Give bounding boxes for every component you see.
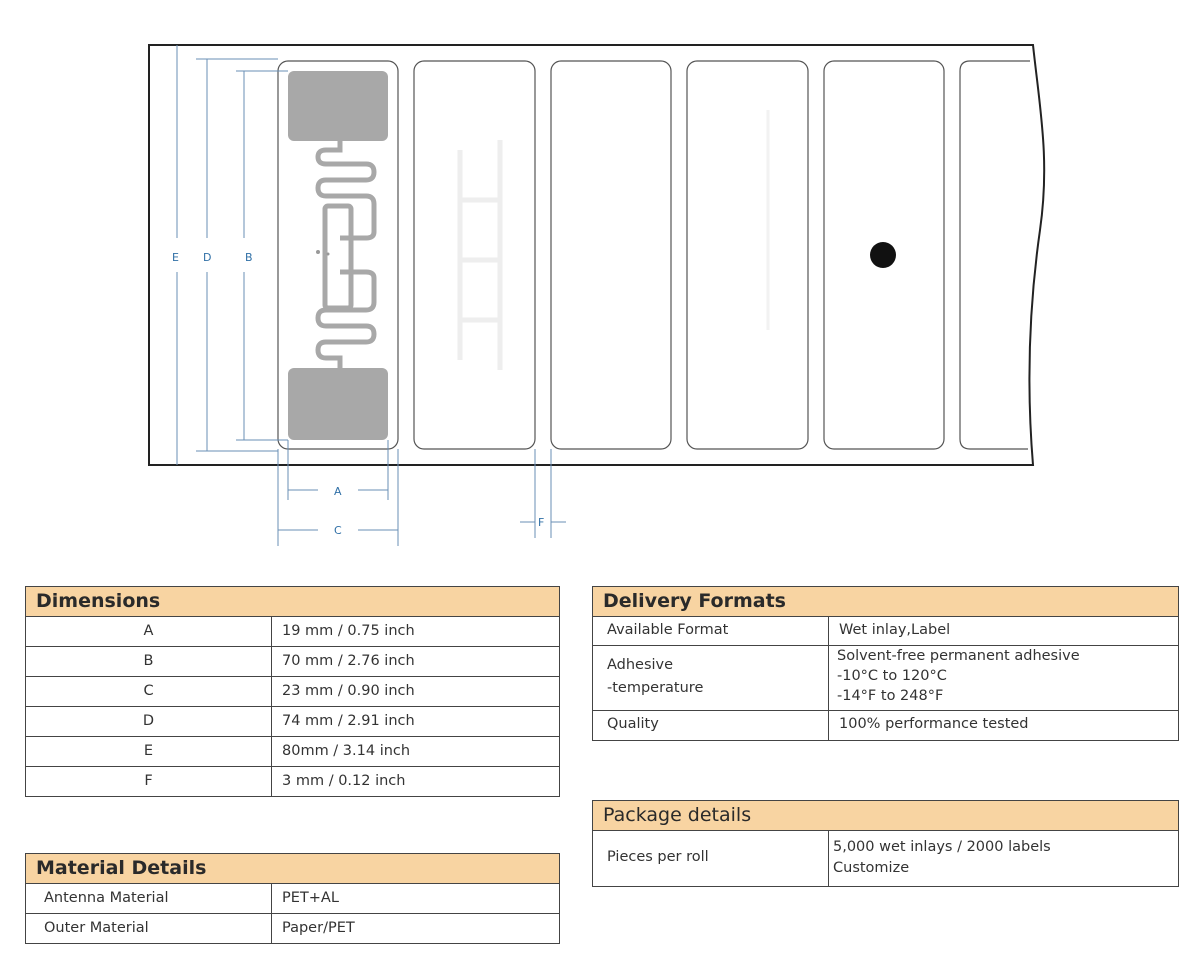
dimension-label: C — [26, 677, 272, 706]
package-label: Pieces per roll — [593, 831, 829, 886]
package-value — [829, 831, 1051, 886]
delivery-label: Quality — [593, 711, 829, 740]
table-row — [25, 767, 560, 797]
dimension-value: 3 mm / 0.12 inch — [282, 773, 406, 789]
value-line: -10°C to 120°C — [837, 668, 947, 684]
delivery-value — [829, 646, 1080, 710]
value-line: 5,000 wet inlays / 2000 labels — [833, 839, 1051, 855]
dimension-value: 23 mm / 0.90 inch — [282, 683, 415, 699]
table-row — [592, 646, 1179, 711]
table-row — [25, 884, 560, 914]
value-line: Customize — [833, 860, 910, 876]
dim-letter-e: E — [172, 251, 179, 264]
material-label: Outer Material — [26, 914, 272, 943]
delivery-label: Available Format — [593, 617, 829, 645]
table-row — [592, 831, 1179, 887]
dimension-label: E — [26, 737, 272, 766]
material-value: Paper/PET — [282, 920, 355, 936]
delivery-value: Wet inlay,Label — [839, 622, 951, 638]
dim-letter-a: A — [334, 485, 342, 498]
dimension-label: B — [26, 647, 272, 676]
delivery-value: 100% performance tested — [839, 716, 1029, 732]
dimensions-title: Dimensions — [25, 586, 560, 617]
dim-letter-f: F — [538, 516, 545, 529]
label-line: -temperature — [607, 680, 704, 696]
package-title: Package details — [592, 800, 1179, 831]
label-line: Adhesive — [607, 657, 674, 673]
table-row — [25, 677, 560, 707]
dim-letter-b: B — [245, 251, 253, 264]
delivery-label — [593, 646, 829, 710]
material-value: PET+AL — [282, 890, 339, 906]
dimension-value: 74 mm / 2.91 inch — [282, 713, 415, 729]
value-line: -14°F to 248°F — [837, 688, 944, 704]
table-row — [25, 647, 560, 677]
delivery-formats-table — [592, 586, 1179, 741]
material-label: Antenna Material — [26, 884, 272, 913]
table-row — [25, 737, 560, 767]
value-line: Solvent-free permanent adhesive — [837, 648, 1080, 664]
dimension-label: F — [26, 767, 272, 796]
dimension-value: 19 mm / 0.75 inch — [282, 623, 415, 639]
dimension-label: D — [26, 707, 272, 736]
table-row — [592, 617, 1179, 646]
table-row — [25, 707, 560, 737]
dimension-value: 80mm / 3.14 inch — [282, 743, 411, 759]
dimensions-table — [25, 586, 560, 797]
dimension-label: A — [26, 617, 272, 646]
table-row — [592, 711, 1179, 741]
dim-letter-d: D — [203, 251, 212, 264]
liner-strip — [149, 45, 1044, 465]
material-title: Material Details — [25, 853, 560, 884]
table-row — [25, 914, 560, 944]
dimension-value: 70 mm / 2.76 inch — [282, 653, 415, 669]
material-details-table — [25, 853, 560, 944]
registration-dot — [870, 242, 896, 268]
dim-letter-c: C — [334, 524, 342, 537]
package-details-table — [592, 800, 1179, 887]
table-row — [25, 617, 560, 647]
delivery-title: Delivery Formats — [592, 586, 1179, 617]
